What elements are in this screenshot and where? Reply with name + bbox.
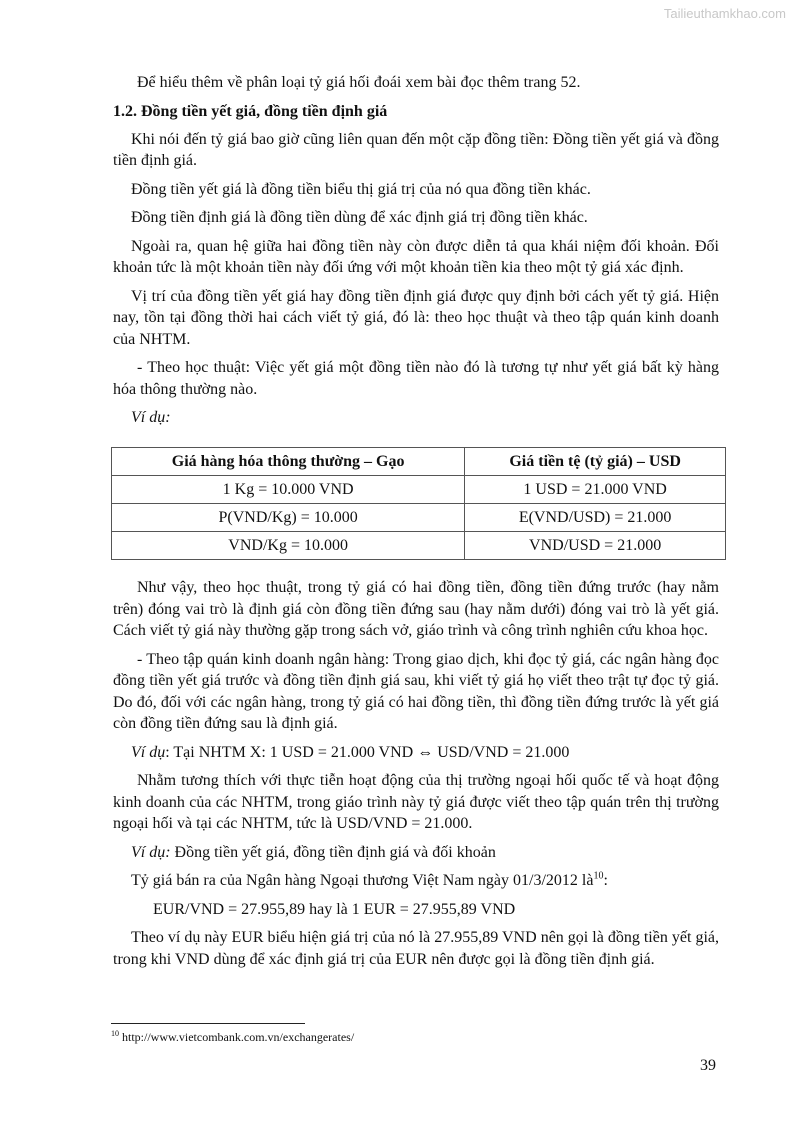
table-cell: 1 Kg = 10.000 VND <box>112 476 465 504</box>
table-row <box>112 532 726 560</box>
table-cell: E(VND/USD) = 21.000 <box>465 504 726 532</box>
paragraph-6: - Theo học thuật: Việc yết giá một đồng tiền nào đó là tương tự như yết giá bất kỳ hàng hóa thông thường nào. <box>113 359 719 398</box>
paragraph-9: Nhằm tương thích với thực tiễn hoạt động của thị trường ngoại hối quốc tế và hoạt động kinh doanh của các NHTM, trong giáo trình này tỷ giá được viết theo tập quán trên thị trường ngoại hối và tại các NHTM, tức là USD/VND = 21.000. <box>113 772 719 832</box>
table-cell: VND/Kg = 10.000 <box>112 532 465 560</box>
watermark: Tailieuthamkhao.com <box>663 6 786 21</box>
paragraph-4: Ngoài ra, quan hệ giữa hai đồng tiền này còn được diễn tả qua khái niệm đối khoản. Đối khoản tức là một khoản tiền này đối ứng với một khoản tiền kia theo một tỷ giá xác định. <box>113 237 719 276</box>
table-header: Giá hàng hóa thông thường – Gạo <box>112 448 465 476</box>
footnote-divider <box>111 1023 305 1024</box>
paragraph-7: Như vậy, theo học thuật, trong tỷ giá có hai đồng tiền, đồng tiền đứng trước (hay nằm trên) đóng vai trò là định giá còn đồng tiền đứng sau (hay nằm dưới) đóng vai trò là yết giá. Cách viết tỷ giá này thường gặp trong sách vở, giáo trình và công trình nghiên cứu khoa học. <box>113 579 719 639</box>
footnote-ref[interactable]: 10 <box>593 870 604 882</box>
paragraph-1: Khi nói đến tỷ giá bao giờ cũng liên quan đến một cặp đồng tiền: Đồng tiền yết giá và đồng tiền định giá. <box>113 130 719 169</box>
page-body-continued <box>113 577 719 970</box>
example-label: Ví dụ: <box>131 409 171 426</box>
example-2-text: : Tại NHTM X: 1 USD = 21.000 VND ⇔ USD/VND = 21.000 <box>165 743 570 761</box>
paragraph-10 <box>113 870 719 892</box>
formula-line: EUR/VND = 27.955,89 hay là 1 EUR = 27.955,89 VND <box>153 900 516 918</box>
paragraph-2: Đồng tiền yết giá là đồng tiền biểu thị giá trị của nó qua đồng tiền khác. <box>131 180 591 198</box>
table-row <box>112 504 726 532</box>
page-body <box>113 72 719 429</box>
paragraph-11: Theo ví dụ này EUR biểu hiện giá trị của nó là 27.955,89 VND nên gọi là đồng tiền yết giá, trong khi VND dùng để xác định giá trị của EUR nên được gọi là đồng tiền định giá. <box>113 929 719 968</box>
section-heading: 1.2. Đồng tiền yết giá, đồng tiền định giá <box>113 102 388 120</box>
example-2 <box>113 742 719 764</box>
table-header: Giá tiền tệ (tỷ giá) – USD <box>465 448 726 476</box>
paragraph-8: - Theo tập quán kinh doanh ngân hàng: Trong giao dịch, khi đọc tỷ giá, các ngân hàng đọc đồng tiền yết giá trước và đồng tiền định giá sau, khi viết tỷ giá họ viết theo trật tự đọc tỷ giá. Do đó, đối với các ngân hàng, trong tỷ giá có hai đồng tiền, thì đồng tiền đứng trước là yết giá còn đồng tiền đứng sau là định giá. <box>113 650 719 732</box>
intro-paragraph: Để hiểu thêm về phân loại tỷ giá hối đoái xem bài đọc thêm trang 52. <box>137 74 581 91</box>
paragraph-3: Đồng tiền định giá là đồng tiền dùng để xác định giá trị đồng tiền khác. <box>131 209 588 226</box>
example-3-label: Ví dụ: <box>131 843 171 861</box>
table-header-row <box>112 448 726 476</box>
example-3 <box>113 842 719 864</box>
paragraph-10-text: Tỷ giá bán ra của Ngân hàng Ngoại thương Việt Nam ngày 01/3/2012 là <box>131 872 594 889</box>
comparison-table <box>111 447 726 560</box>
footnote-link[interactable]: http://www.vietcombank.com.vn/exchangerates/ <box>119 1030 355 1044</box>
example-2-label: Ví dụ <box>131 743 166 761</box>
table-cell: VND/USD = 21.000 <box>465 532 726 560</box>
table-cell: P(VND/Kg) = 10.000 <box>112 504 465 532</box>
example-3-text: Đồng tiền yết giá, đồng tiền định giá và đối khoản <box>170 843 496 861</box>
footnote-number: 10 <box>111 1029 119 1038</box>
paragraph-5: Vị trí của đồng tiền yết giá hay đồng tiền định giá được quy định bởi cách yết tỷ giá. Hiện nay, tồn tại đồng thời hai cách viết tỷ giá, đó là: theo học thuật và theo tập quán kinh doanh của NHTM. <box>113 287 719 348</box>
page-number: 39 <box>700 1057 716 1074</box>
table-cell: 1 USD = 21.000 VND <box>465 476 726 504</box>
paragraph-10-end: : <box>603 872 608 889</box>
footnote <box>111 1030 354 1045</box>
table-row <box>112 476 726 504</box>
